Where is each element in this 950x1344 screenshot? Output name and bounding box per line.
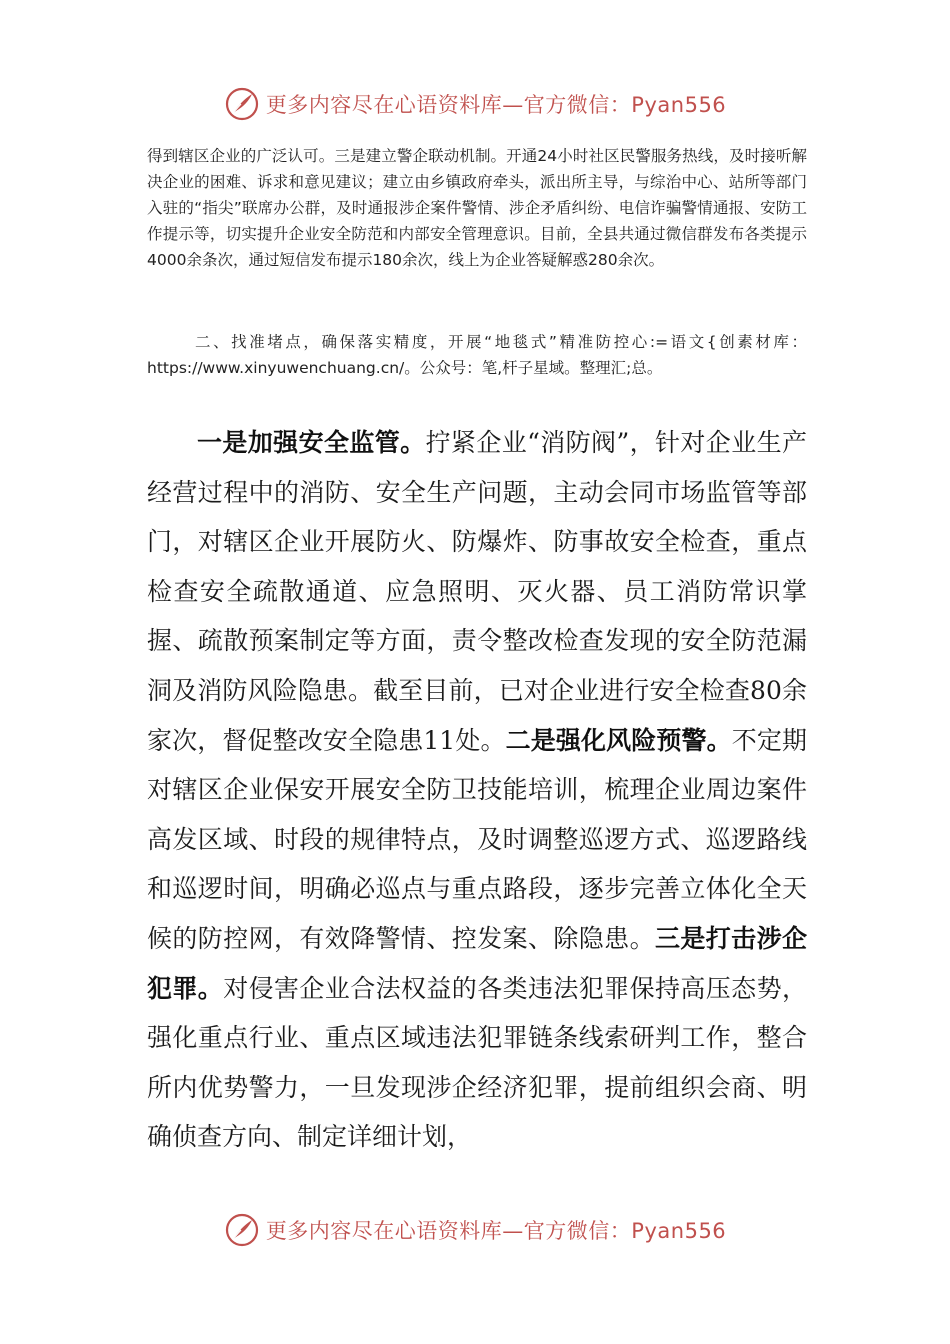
point-two-heading: 二是强化风险预警。 bbox=[505, 725, 732, 755]
watermark-text: 更多内容尽在心语资料库—官方微信：Pyan556 bbox=[265, 93, 727, 117]
pen-feather-icon bbox=[224, 86, 260, 122]
point-two-text: 不定期对辖区企业保安开展安全防卫技能培训，梳理企业周边案件高发区域、时段的规律特点，及时调整巡逻方式、巡逻路线和巡逻时间，明确必巡点与重点路段，逐步完善立体化全天候的防控网，有效降警情、控发案、除隐患。 bbox=[147, 725, 807, 953]
point-three-text: 对侵害企业合法权益的各类违法犯罪保持高压态势，强化重点行业、重点区域违法犯罪链条线索研判工作，整合所内优势警力，一旦发现涉企经济犯罪，提前组织会商、明确侦查方向、制定详细计划， bbox=[147, 973, 807, 1152]
main-body bbox=[147, 418, 807, 1162]
header-watermark bbox=[0, 84, 950, 124]
point-one-heading: 一是加强安全监管。 bbox=[197, 428, 426, 457]
point-one-text: 拧紧企业“消防阀”，针对企业生产经营过程中的消防、安全生产问题，主动会同市场监管等部门，对辖区企业开展防火、防爆炸、防事故安全检查，重点检查安全疏散通道、应急照明、灭火器、员工消防常识掌握、疏散预案制定等方面，责令整改检查发现的安全防范漏洞及消防风险隐患。截至目前，已对企业进行安全检查80余家次，督促整改安全隐患11处。 bbox=[147, 428, 807, 755]
section-heading-block bbox=[147, 329, 807, 381]
watermark-text: 更多内容尽在心语资料库—官方微信：Pyan556 bbox=[265, 1219, 727, 1243]
section-heading: 二、找准堵点，确保落实精度，开展“地毯式”精准防控心:=语文{创素材库：https://www.xinyuwenchuang.cn/。公众号：笔,杆子星域。整理汇;总。 bbox=[147, 333, 807, 377]
continued-paragraph: 得到辖区企业的广泛认可。三是建立警企联动机制。开通24小时社区民警服务热线，及时接听解决企业的困难、诉求和意见建议；建立由乡镇政府牵头，派出所主导，与综治中心、站所等部门入驻的“指尖”联席办公群，及时通报涉企案件警情、涉企矛盾纠纷、电信诈骗警情通报、安防工作提示等，切实提升企业安全防范和内部安全管理意识。目前，全县共通过微信群发布各类提示4000余条次，通过短信发布提示180余次，线上为企业答疑解惑280余次。 bbox=[147, 147, 807, 269]
footer-watermark bbox=[0, 1210, 950, 1250]
pen-feather-icon bbox=[224, 1212, 260, 1248]
main-paragraph bbox=[147, 418, 807, 1162]
continued-paragraph-block bbox=[147, 143, 807, 273]
point-three-heading: 三是打击涉企犯罪。 bbox=[147, 923, 807, 1003]
